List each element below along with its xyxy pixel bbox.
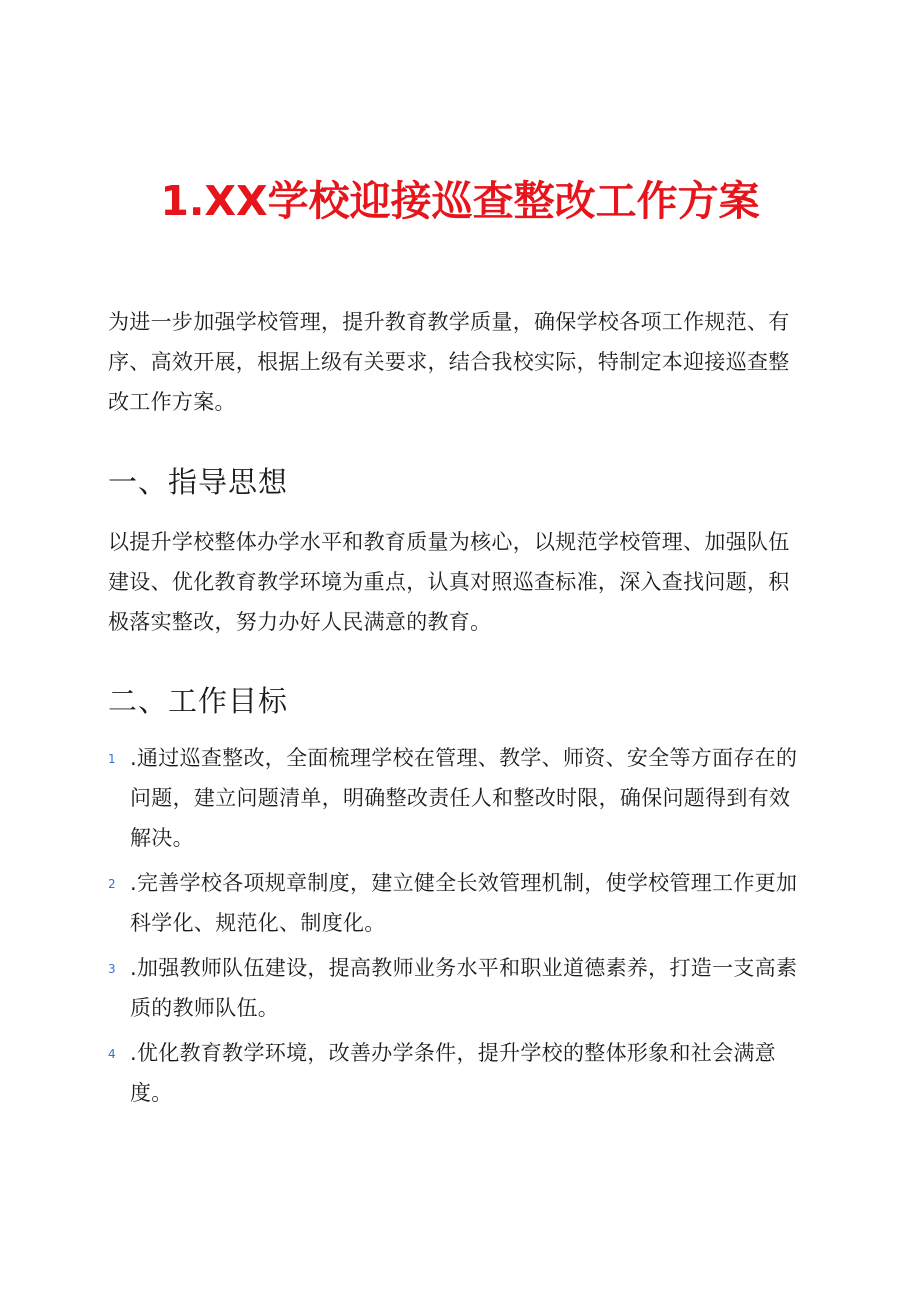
- list-item-number: 3: [108, 962, 116, 976]
- guiding-thought-paragraph: 以提升学校整体办学水平和教育质量为核心，以规范学校管理、加强队伍建设、优化教育教学环境为重点，认真对照巡查标准，深入查找问题，积极落实整改，努力办好人民满意的教育。: [108, 530, 790, 634]
- list-item: [108, 1033, 808, 1113]
- list-item: [108, 863, 808, 943]
- list-item-number: 1: [108, 752, 116, 766]
- section-heading-guiding-thought: 一、指导思想: [108, 465, 289, 499]
- list-item-number: 2: [108, 877, 116, 891]
- list-item-number: 4: [108, 1047, 116, 1061]
- section-heading-work-goals: 二、工作目标: [108, 684, 289, 718]
- list-item-text: .加强教师队伍建设，提高教师业务水平和职业道德素养，打造一支高素质的教师队伍。: [130, 956, 798, 1020]
- work-goals-list: [108, 738, 808, 1118]
- intro-paragraph: 为进一步加强学校管理，提升教育教学质量，确保学校各项工作规范、有序、高效开展，根据上级有关要求，结合我校实际，特制定本迎接巡查整改工作方案。: [108, 310, 790, 414]
- list-item: [108, 948, 808, 1028]
- list-item-text: .通过巡查整改，全面梳理学校在管理、教学、师资、安全等方面存在的问题，建立问题清单，明确整改责任人和整改时限，确保问题得到有效解决。: [130, 746, 798, 850]
- document-title: 1.XX学校迎接巡查整改工作方案: [160, 177, 760, 226]
- list-item: [108, 738, 808, 858]
- list-item-text: .完善学校各项规章制度，建立健全长效管理机制，使学校管理工作更加科学化、规范化、制度化。: [130, 871, 798, 935]
- list-item-text: .优化教育教学环境，改善办学条件，提升学校的整体形象和社会满意度。: [130, 1041, 776, 1105]
